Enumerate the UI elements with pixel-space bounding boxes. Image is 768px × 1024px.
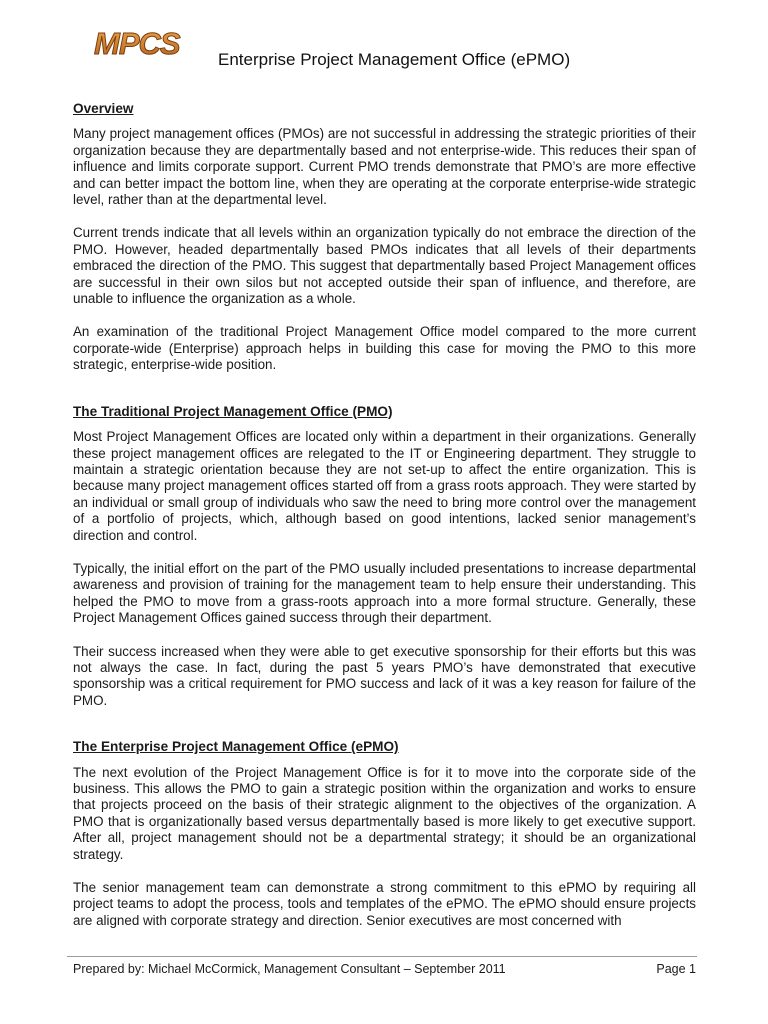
mpcs-logo	[92, 24, 188, 64]
paragraph: An examination of the traditional Project Management Office model compared to the more current corporate-wide (Enterprise) approach helps in building this case for moving the PMO to this more strategic, enterprise-wide position.	[73, 324, 696, 373]
footer-author: Prepared by: Michael McCormick, Management Consultant – September 2011	[73, 962, 506, 976]
section-heading-enterprise-pmo: The Enterprise Project Management Office (ePMO)	[73, 739, 399, 755]
paragraph: Most Project Management Offices are located only within a department in their organizations. Generally these project management offices are relegated to the IT or Engineering department. They struggle to maintain a strategic orientation because they are not set-up to affect the entire organization. This is because many project management offices started off from a grass roots approach. They were started by an individual or small group of individuals who saw the need to bring more control over the management of a portfolio of projects, which, although based on good intentions, lacked senior management’s direction and control.	[73, 429, 696, 543]
page-number: Page 1	[656, 962, 696, 976]
paragraph: Many project management offices (PMOs) are not successful in addressing the strategic priorities of their organization because they are departmentally based and not enterprise-wide. This reduces their span of influence and limits corporate support. Current PMO trends demonstrate that PMO’s are more effective and can better impact the bottom line, when they are operating at the corporate enterprise-wide strategic level, rather than at the departmental level.	[73, 126, 696, 208]
paragraph: Current trends indicate that all levels within an organization typically do not embrace the direction of the PMO. However, headed departmentally based PMOs indicates that all levels of their departments embraced the direction of the PMO. This suggest that departmentally based Project Management offices are successful in their own silos but not accepted outside their span of influence, and therefore, are unable to influence the organization as a whole.	[73, 225, 696, 307]
document-title: Enterprise Project Management Office (ePMO)	[218, 50, 571, 69]
svg-text:MPCS: MPCS	[94, 26, 180, 61]
document-body	[73, 101, 696, 946]
paragraph: Typically, the initial effort on the part of the PMO usually included presentations to increase departmental awareness and provision of training for the management team to help ensure their understanding. This helped the PMO to move from a grass-roots approach into a more formal structure. Generally, these Project Management Offices gained success through their department.	[73, 560, 696, 626]
section-heading-overview: Overview	[73, 101, 134, 116]
paragraph: Their success increased when they were able to get executive sponsorship for their efforts but this was not always the case. In fact, during the past 5 years PMO’s have demonstrated that executive sponsorship was a critical requirement for PMO success and lack of it was a key reason for failure of the PMO.	[73, 643, 696, 708]
paragraph: The senior management team can demonstrate a strong commitment to this ePMO by requiring all project teams to adopt the process, tools and templates of the ePMO. The ePMO should ensure projects are aligned with corporate strategy and direction. Senior executives are most concerned with	[73, 880, 696, 928]
footer-divider	[67, 956, 697, 957]
paragraph: The next evolution of the Project Management Office is for it to move into the corporate side of the business. This allows the PMO to gain a strategic position within the organization and works to ensure that projects proceed on the basis of their strategic alignment to the objectives of the organization. A PMO that is organizationally based versus departmentally based is more likely to get executive support. After all, project management should not be a departmental strategy; it should be an organizational strategy.	[73, 764, 696, 862]
section-heading-traditional-pmo: The Traditional Project Management Office (PMO)	[73, 403, 393, 419]
